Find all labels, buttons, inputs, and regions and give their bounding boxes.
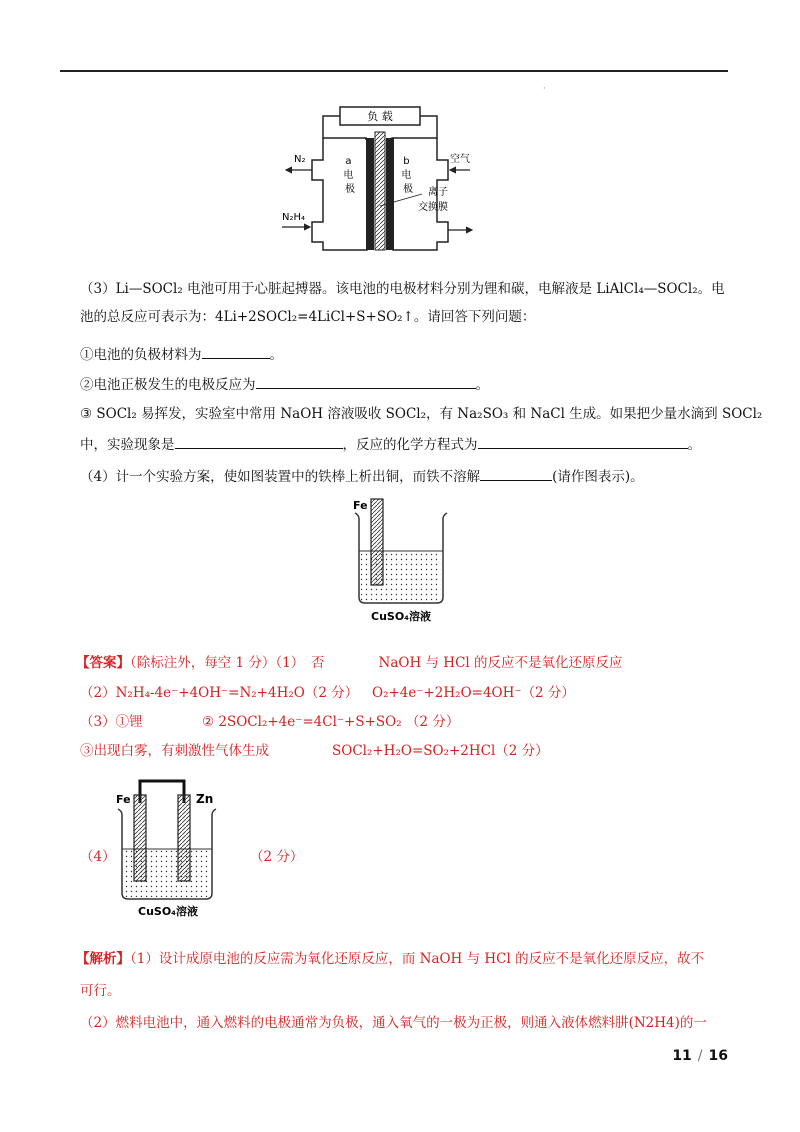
q4-text-end: (请作图表示)。 [552,469,644,485]
q3-sub1-end: 。 [269,347,283,363]
electrode-b [386,138,394,250]
load-label: 负 载 [367,110,393,123]
page-number [672,1048,728,1064]
answer-blank [175,434,343,449]
electrode-a [366,138,374,250]
fe-rod [371,499,383,585]
answer-line2b: O₂+4e⁻+2H₂O=4OH⁻（2 分） [372,685,575,701]
answer-line1 [76,654,623,672]
fe-label: Fe [116,793,131,806]
q3-sub3-a: 中，实验现象是 [80,437,175,453]
q3-sub3-c: 。 [687,437,701,453]
answer-line1-text: （除标注外，每空 1 分）（1） 否 NaOH 与 HCl 的反应不是氧化还原反应 [130,655,623,671]
fe-rod [134,795,146,881]
q3-sub3-b: ，反应的化学方程式为 [342,437,478,453]
q3-sub2-text: ②电池正极发生的电极反应为 [80,377,256,393]
solution-label: CuSO₄溶液 [371,610,431,623]
answer-line4b: SOCl₂+H₂O=SO₂+2HCl（2 分） [332,743,549,759]
q3-sub3-line2 [80,434,701,454]
electrode-a-label: a 电 极 [343,156,355,195]
q3-sub2 [80,374,489,394]
solution-label: CuSO₄溶液 [138,905,198,918]
page-total: 16 [708,1048,728,1064]
q3-sub1 [80,344,283,364]
answer-blank [480,466,552,481]
zn-label: Zn [196,792,214,806]
analysis-line1 [76,950,704,968]
q4-text: （4）计一个实验方案，使如图装置中的铁棒上析出铜，而铁不溶解 [80,469,481,485]
answer-blank [478,434,688,449]
answer-line2a: （2）N₂H₄-4e⁻+4OH⁻=N₂+4H₂O（2 分） [80,685,359,701]
answer-line4a: ③出现白雾，有刺激性气体生成 [80,743,269,759]
beaker-fe-zn-diagram [110,775,230,920]
electrode-b-label: b 电 极 [401,156,413,195]
analysis-line3: （2）燃料电池中，通入燃料的电极通常为负极，通入氧气的一极为正极，则通入液体燃料肼(N2H4)的一 [80,1015,707,1031]
analysis-tag: 【解析】 [76,951,130,967]
answer-q4-prefix: （4） [80,849,116,865]
air-label: 空气 [450,154,470,165]
q3-sub1-text: ①电池的负极材料为 [80,347,202,363]
page-current: 11 [672,1048,692,1064]
n2-label: N₂ [294,154,306,165]
fuel-cell-diagram [280,100,510,260]
analysis-line2: 可行。 [80,983,121,999]
answer-blank [202,344,270,359]
membrane-label: 离子 交换膜 [418,187,448,213]
header-rule [60,70,728,72]
q3-sub2-end: 。 [475,377,489,393]
q3-line1: （3）Li—SOCl₂ 电池可用于心脏起搏器。该电池的电极材料分别为锂和碳，电解液是 LiAlCl₄—SOCl₂。电 [80,281,725,297]
beaker-fe-diagram [345,493,455,628]
page-sep: / [697,1048,703,1064]
q3-sub3-line1: ③ SOCl₂ 易挥发，实验室中常用 NaOH 溶液吸收 SOCl₂，有 Na₂SO₃ 和 NaCl 生成。如果把少量水滴到 SOCl₂ [80,406,763,422]
n2h4-label: N₂H₄ [282,212,306,223]
zn-rod [178,795,190,881]
q4-line [80,466,644,486]
header-dot: · [543,84,546,93]
answer-line3a: （3）①锂 [80,714,143,730]
q3-line2: 池的总反应可表示为：4Li+2SOCl₂=4LiCl+S+SO₂↑。请回答下列问题： [80,309,536,325]
fe-label: Fe [353,499,368,512]
answer-tag: 【答案】 [76,655,130,671]
analysis-line1-text: （1）设计成原电池的反应需为氧化还原反应，而 NaOH 与 HCl 的反应不是氧化还原反应，故不 [130,951,705,967]
membrane [375,132,385,250]
answer-q4-score: （2 分） [250,849,304,865]
answer-line3b: ② 2SOCl₂+4e⁻=4Cl⁻+S+SO₂ （2 分） [202,714,460,730]
answer-blank [256,374,476,389]
